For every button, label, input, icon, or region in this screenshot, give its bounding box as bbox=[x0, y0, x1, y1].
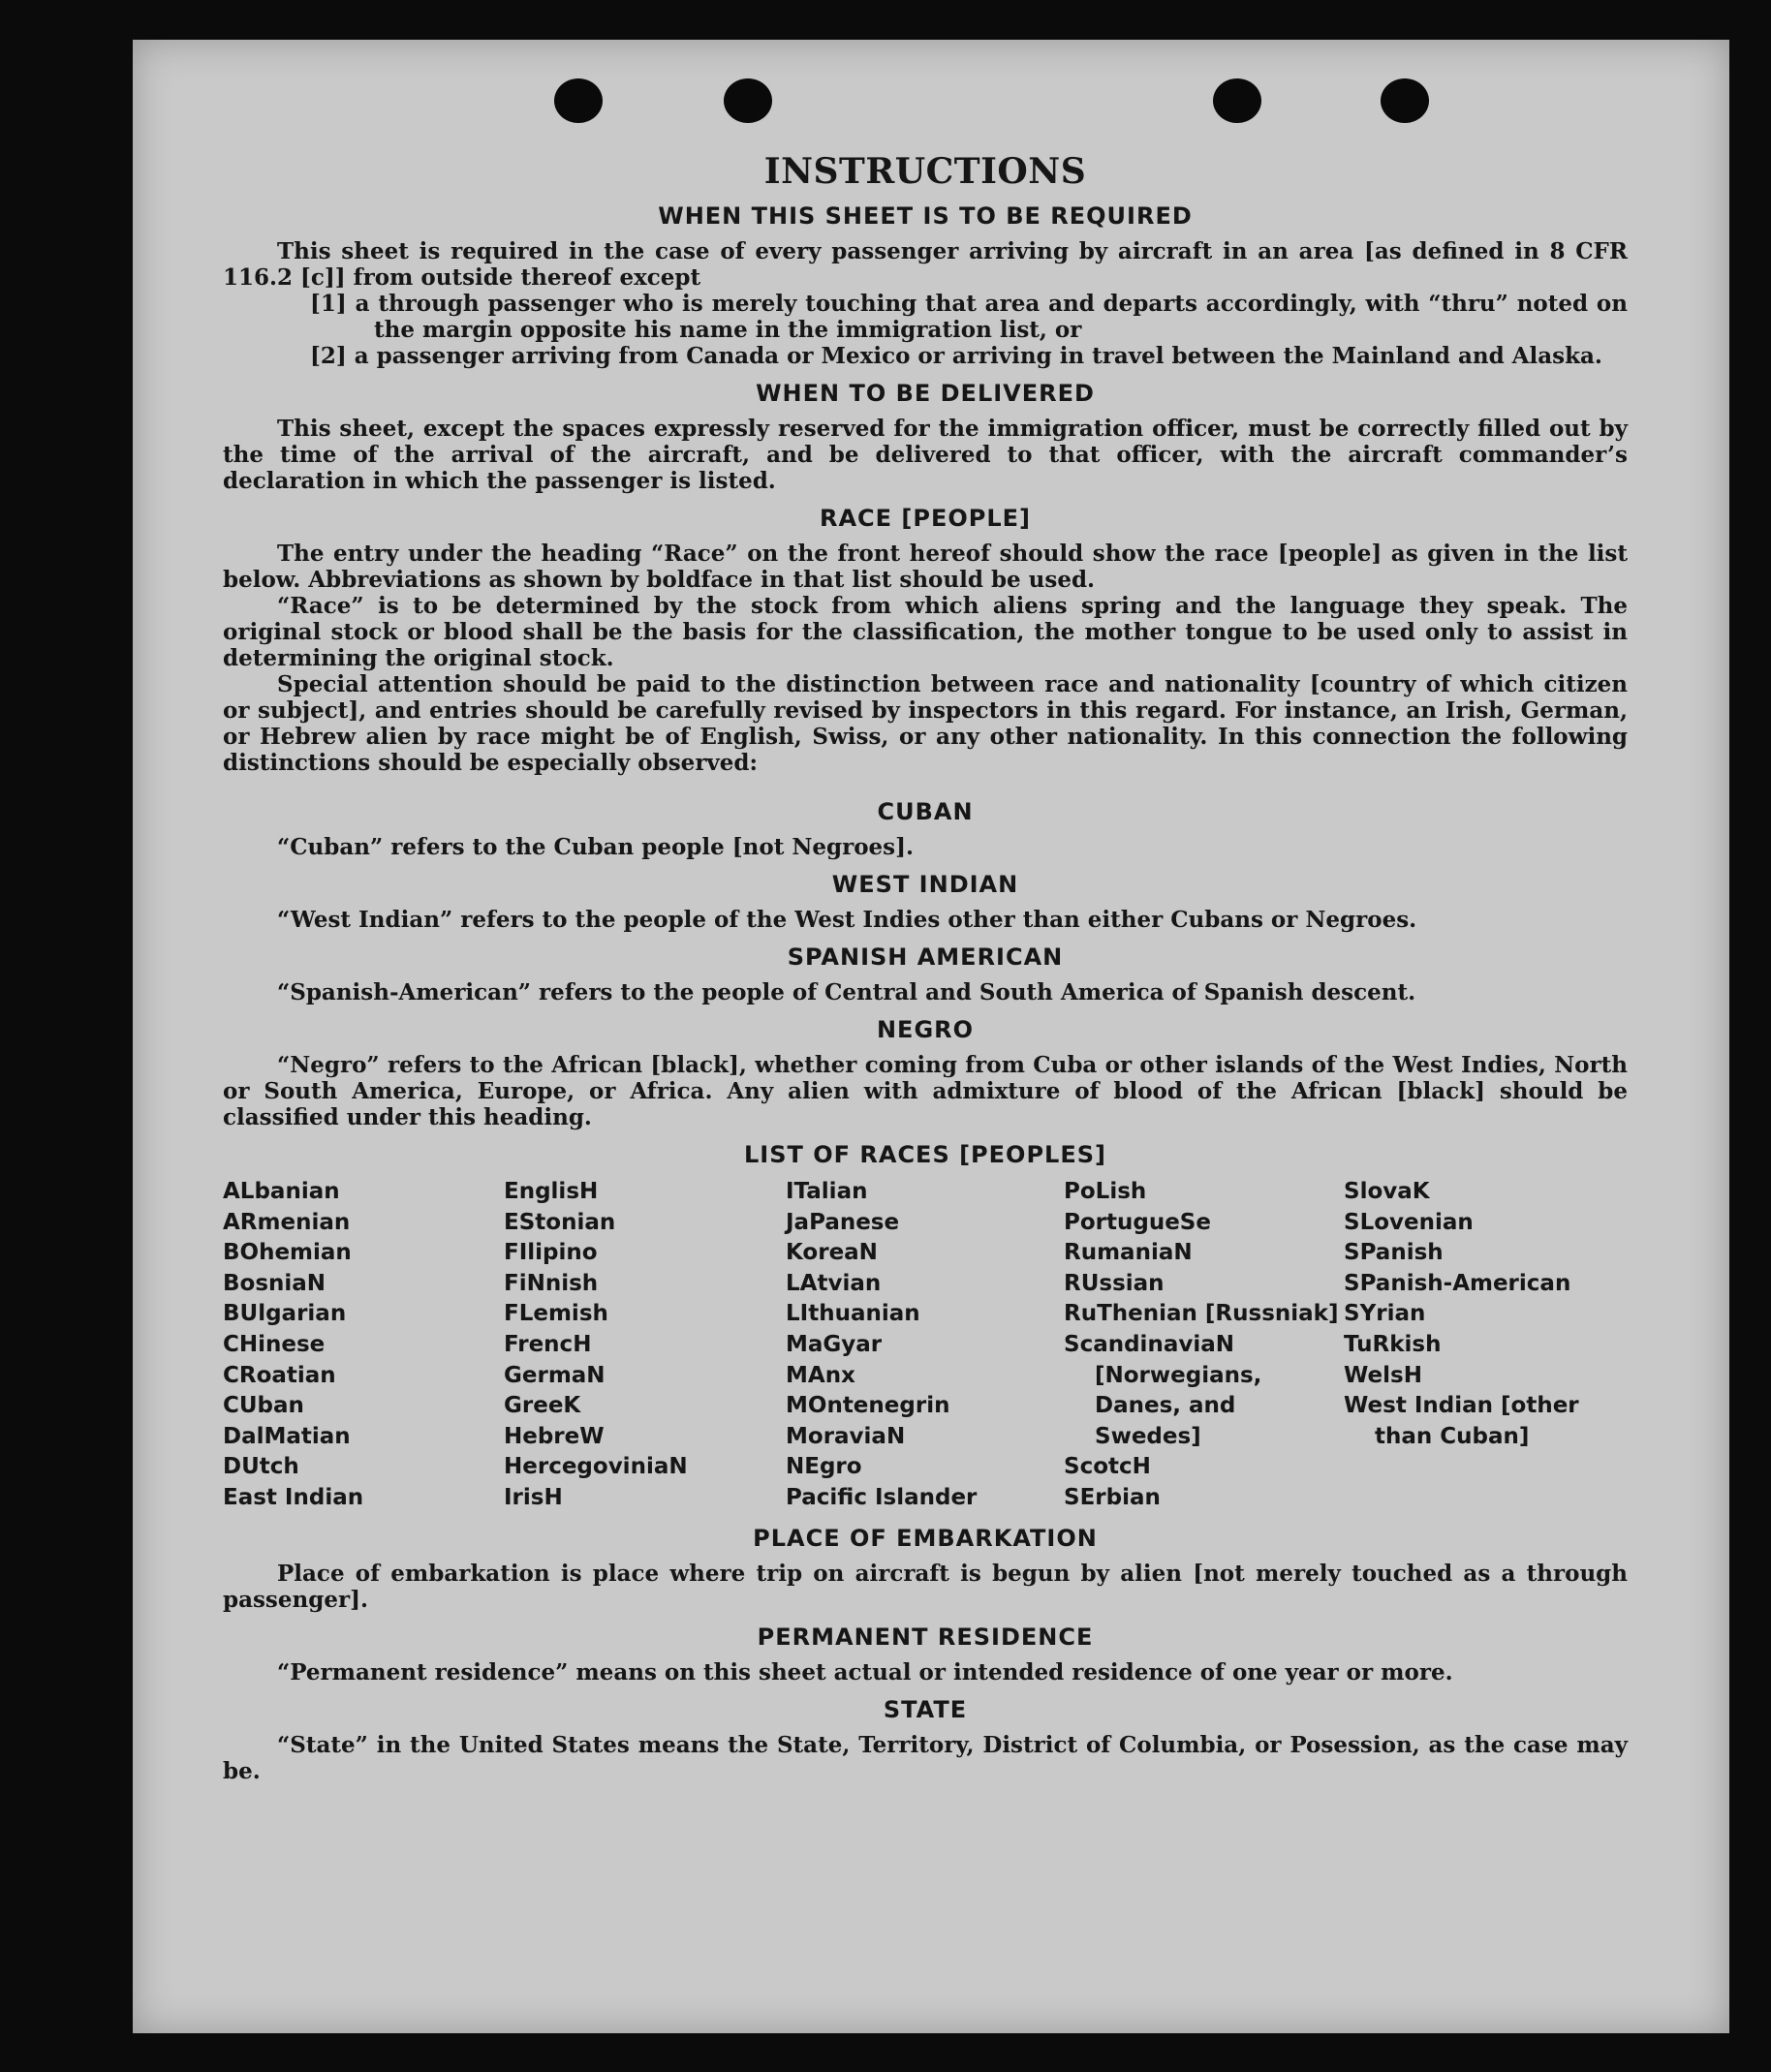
spanish-american-text: “Spanish-American” refers to the people of Central and South America of Spanish descent. bbox=[277, 979, 1416, 1005]
punch-hole bbox=[1381, 78, 1429, 123]
west-indian-text: “West Indian” refers to the people of the West Indies other than either Cubans or Negroes. bbox=[277, 907, 1417, 933]
list-item: CUban bbox=[223, 1393, 304, 1419]
list-item: West Indian [other than Cuban] bbox=[1344, 1393, 1579, 1449]
punch-hole bbox=[554, 78, 603, 123]
list-item: MAnx bbox=[786, 1362, 855, 1388]
list-item: CHinese bbox=[223, 1331, 326, 1357]
list-item: KoreaN bbox=[786, 1240, 878, 1266]
punch-hole bbox=[724, 78, 772, 123]
list-item: FrencH bbox=[504, 1331, 592, 1357]
section-heading-west-indian: WEST INDIAN bbox=[831, 871, 1019, 898]
race-list bbox=[223, 1177, 1628, 1514]
list-item: ALbanian bbox=[223, 1179, 340, 1204]
section-heading-delivered: WHEN TO BE DELIVERED bbox=[756, 380, 1095, 407]
section-heading-negro: NEGRO bbox=[876, 1016, 975, 1043]
race-paragraph-1: The entry under the heading “Race” on the front hereof should show the race [people] as given in the list below. Abbreviations as shown by boldface in that list should be used. bbox=[223, 541, 1628, 593]
list-item: CRoatian bbox=[223, 1362, 336, 1388]
section-heading-list-of-races: LIST OF RACES [PEOPLES] bbox=[744, 1141, 1106, 1168]
list-item: FIlipino bbox=[504, 1240, 598, 1266]
list-item: MaGyar bbox=[786, 1331, 883, 1357]
race-column-2 bbox=[504, 1177, 786, 1514]
required-intro: This sheet is required in the case of every passenger arriving by aircraft in an area [as defined in 8 CFR 116.2 [c]] from outside thereof except bbox=[223, 238, 1628, 291]
list-item: GreeK bbox=[504, 1393, 581, 1419]
section-heading-spanish-american: SPANISH AMERICAN bbox=[787, 943, 1064, 971]
list-item: SErbian bbox=[1064, 1484, 1161, 1510]
section-heading-required: WHEN THIS SHEET IS TO BE REQUIRED bbox=[658, 202, 1193, 230]
list-item: RumaniaN bbox=[1064, 1240, 1193, 1266]
list-item: ScotcH bbox=[1064, 1454, 1151, 1480]
page-title: INSTRUCTIONS bbox=[763, 151, 1087, 192]
list-item: RUssian bbox=[1064, 1270, 1165, 1296]
section-heading-embarkation: PLACE OF EMBARKATION bbox=[753, 1524, 1098, 1552]
list-item: BosniaN bbox=[223, 1270, 326, 1296]
instructions-content bbox=[223, 151, 1628, 1784]
list-item: Pacific Islander bbox=[786, 1484, 978, 1510]
section-heading-residence: PERMANENT RESIDENCE bbox=[757, 1623, 1094, 1651]
race-paragraph-2: “Race” is to be determined by the stock from which aliens spring and the language they speak. The original stock or blood shall be the basis for the classification, the mother tongue to be used only to assist in determining the original stock. bbox=[223, 593, 1628, 671]
list-item: JaPanese bbox=[786, 1209, 900, 1235]
list-item: SPanish bbox=[1344, 1240, 1444, 1266]
race-column-1 bbox=[223, 1177, 504, 1514]
race-column-4 bbox=[1064, 1177, 1344, 1514]
list-item: WelsH bbox=[1344, 1362, 1422, 1388]
race-column-5 bbox=[1344, 1177, 1628, 1514]
embarkation-text: Place of embarkation is place where trip on aircraft is begun by alien [not merely touched as a through passenger]. bbox=[223, 1560, 1628, 1613]
required-item-2: [2] a passenger arriving from Canada or Mexico or arriving in travel between the Mainland and Alaska. bbox=[310, 343, 1602, 369]
list-item: ARmenian bbox=[223, 1209, 351, 1235]
list-item: DalMatian bbox=[223, 1423, 351, 1449]
list-item: TuRkish bbox=[1344, 1331, 1442, 1357]
punch-hole bbox=[1213, 78, 1261, 123]
state-text: “State” in the United States means the State, Territory, District of Columbia, or Posession, as the case may be. bbox=[223, 1731, 1628, 1784]
list-item: East Indian bbox=[223, 1484, 364, 1510]
residence-text: “Permanent residence” means on this sheet actual or intended residence of one year or more. bbox=[277, 1658, 1453, 1685]
list-item: ScandinaviaN [Norwegians, Danes, and Swedes] bbox=[1064, 1331, 1262, 1449]
list-item: SlovaK bbox=[1344, 1179, 1430, 1204]
list-item: HebreW bbox=[504, 1423, 605, 1449]
race-paragraph-3: Special attention should be paid to the distinction between race and nationality [country of which citizen or subject], and entries should be carefully revised by inspectors in this regard. For instance, an Irish, German, or Hebrew alien by race might be of English, Swiss, or any other nationality. In this connection the following distinctions should be especially observed: bbox=[223, 671, 1628, 776]
delivered-text: This sheet, except the spaces expressly reserved for the immigration officer, must be correctly filled out by the time of the arrival of the aircraft, and be delivered to that officer, with the aircraft commander’s declaration in which the passenger is listed. bbox=[223, 416, 1628, 494]
section-heading-state: STATE bbox=[883, 1695, 968, 1723]
cuban-text: “Cuban” refers to the Cuban people [not Negroes]. bbox=[277, 834, 915, 860]
race-column-3 bbox=[786, 1177, 1064, 1514]
list-item: PoLish bbox=[1064, 1179, 1147, 1204]
list-item: HercegoviniaN bbox=[504, 1454, 688, 1480]
list-item: MoraviaN bbox=[786, 1423, 906, 1449]
list-item: FiNnish bbox=[504, 1270, 599, 1296]
list-item: LIthuanian bbox=[786, 1301, 920, 1327]
list-item: BOhemian bbox=[223, 1240, 352, 1266]
section-heading-race: RACE [PEOPLE] bbox=[819, 505, 1032, 532]
list-item: FLemish bbox=[504, 1301, 608, 1327]
list-item: SPanish-American bbox=[1344, 1270, 1571, 1296]
list-item: RuThenian [Russniak] bbox=[1064, 1301, 1339, 1327]
list-item: GermaN bbox=[504, 1362, 606, 1388]
list-item: NEgro bbox=[786, 1454, 862, 1480]
list-item: SLovenian bbox=[1344, 1209, 1474, 1235]
list-item: EnglisH bbox=[504, 1179, 599, 1204]
list-item: SYrian bbox=[1344, 1301, 1426, 1327]
required-item-1: [1] a through passenger who is merely touching that area and departs accordingly, with “thru” noted on the margin opposite his name in the immigration list, or bbox=[310, 291, 1628, 343]
document-sheet bbox=[133, 40, 1729, 2033]
list-item: LAtvian bbox=[786, 1270, 882, 1296]
list-item: DUtch bbox=[223, 1454, 299, 1480]
list-item: PortugueSe bbox=[1064, 1209, 1211, 1235]
section-heading-cuban: CUBAN bbox=[877, 798, 974, 825]
negro-text: “Negro” refers to the African [black], whether coming from Cuba or other islands of the West Indies, North or South America, Europe, or Africa. Any alien with admixture of blood of the African [black] should be classified under this heading. bbox=[223, 1052, 1628, 1130]
list-item: BUlgarian bbox=[223, 1301, 347, 1327]
list-item: MOntenegrin bbox=[786, 1393, 950, 1419]
list-item: IrisH bbox=[504, 1484, 563, 1510]
list-item: EStonian bbox=[504, 1209, 616, 1235]
list-item: ITalian bbox=[786, 1179, 868, 1204]
